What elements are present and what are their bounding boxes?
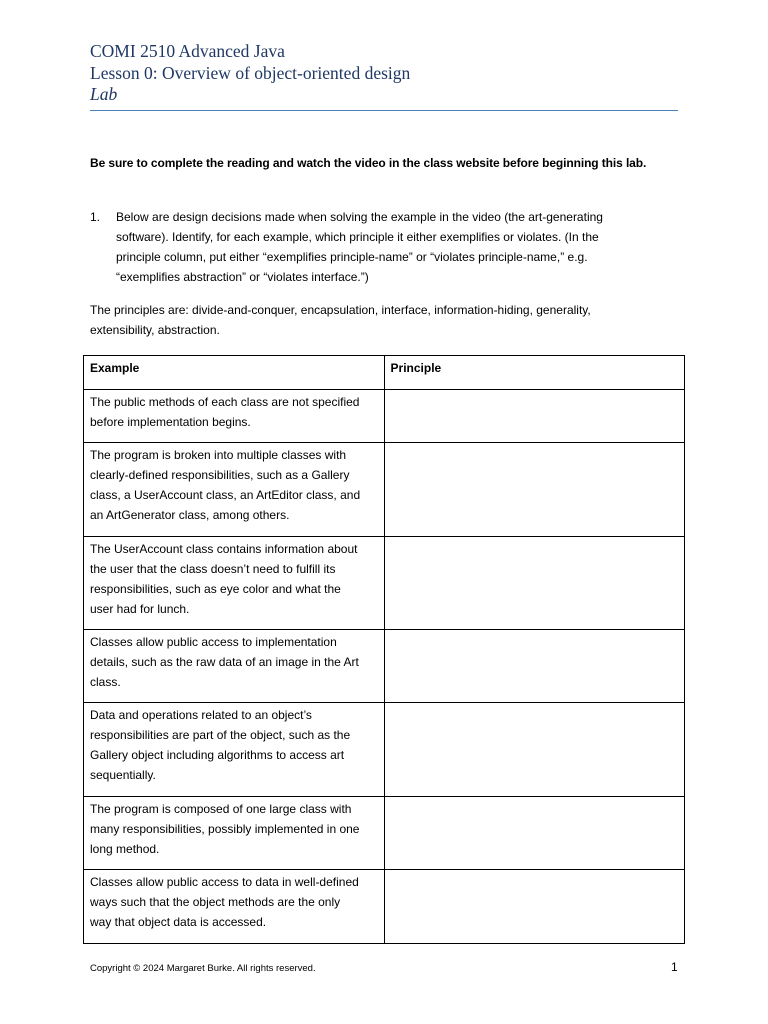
example-line: Gallery object including algorithms to access art xyxy=(90,748,345,762)
question-line: software). Identify, for each example, which principle it either exemplifies or violates. (In the xyxy=(116,230,599,244)
example-cell xyxy=(84,390,385,443)
example-cell xyxy=(84,537,385,630)
page-number: 1 xyxy=(671,960,678,974)
principle-cell[interactable] xyxy=(384,443,684,537)
table-row xyxy=(84,630,685,703)
example-line: The program is composed of one large class with xyxy=(90,802,352,816)
example-cell xyxy=(84,870,385,944)
table-row xyxy=(84,797,685,870)
header-divider xyxy=(90,110,678,111)
course-title: COMI 2510 Advanced Java xyxy=(90,41,285,61)
lab-label: Lab xyxy=(90,84,118,104)
example-cell xyxy=(84,703,385,797)
table-row xyxy=(84,537,685,630)
example-line: long method. xyxy=(90,842,160,856)
principle-cell[interactable] xyxy=(384,537,684,630)
principles-line: extensibility, abstraction. xyxy=(90,323,220,337)
example-line: clearly-defined responsibilities, such as a Gallery xyxy=(90,468,350,482)
lesson-title: Lesson 0: Overview of object-oriented design xyxy=(90,62,411,83)
example-line: ways such that the object methods are the only xyxy=(90,895,341,909)
table-row xyxy=(84,390,685,443)
example-line: class. xyxy=(90,675,121,689)
example-cell xyxy=(84,630,385,703)
example-line: before implementation begins. xyxy=(90,415,251,429)
example-line: The program is broken into multiple classes with xyxy=(90,448,347,462)
principle-cell[interactable] xyxy=(384,797,684,870)
principles-line: The principles are: divide-and-conquer, encapsulation, interface, information-hiding, generality, xyxy=(90,303,591,317)
example-line: The public methods of each class are not specified xyxy=(90,395,360,409)
example-line: way that object data is accessed. xyxy=(90,915,267,929)
example-line: user had for lunch. xyxy=(90,602,190,616)
principle-cell[interactable] xyxy=(384,703,684,797)
example-line: responsibilities are part of the object, such as the xyxy=(90,728,351,742)
header-example: Example xyxy=(84,356,385,390)
question-1 xyxy=(90,207,650,287)
example-line: details, such as the raw data of an image in the Art xyxy=(90,655,359,669)
example-line: responsibilities, such as eye color and what the xyxy=(90,582,341,596)
example-line: Classes allow public access to implementation xyxy=(90,635,337,649)
principle-cell[interactable] xyxy=(384,630,684,703)
example-cell xyxy=(84,443,385,537)
question-text xyxy=(90,207,650,287)
example-line: many responsibilities, possibly implemented in one xyxy=(90,822,360,836)
principles-list xyxy=(90,300,650,340)
question-line: principle column, put either “exemplifies principle-name” or “violates principle-name,” e.g. xyxy=(116,250,588,264)
example-line: Data and operations related to an object’s xyxy=(90,708,312,722)
principle-cell[interactable] xyxy=(384,870,684,944)
intro-instruction: Be sure to complete the reading and watch the video in the class website before beginning this lab. xyxy=(90,156,647,170)
principles-table xyxy=(83,355,685,944)
example-line: sequentially. xyxy=(90,768,156,782)
document-header xyxy=(90,41,678,106)
example-line: an ArtGenerator class, among others. xyxy=(90,508,290,522)
example-line: the user that the class doesn’t need to fulfill its xyxy=(90,562,336,576)
example-line: The UserAccount class contains information about xyxy=(90,542,358,556)
example-line: class, a UserAccount class, an ArtEditor class, and xyxy=(90,488,361,502)
header-principle: Principle xyxy=(384,356,684,390)
table-header-row xyxy=(84,356,685,390)
example-cell xyxy=(84,797,385,870)
example-line: Classes allow public access to data in well-defined xyxy=(90,875,359,889)
question-line: “exemplifies abstraction” or “violates interface.”) xyxy=(116,270,369,284)
principle-cell[interactable] xyxy=(384,390,684,443)
question-line: Below are design decisions made when solving the example in the video (the art-generating xyxy=(116,210,603,224)
footer-copyright: Copyright © 2024 Margaret Burke. All rights reserved. xyxy=(90,963,316,974)
table-row xyxy=(84,703,685,797)
table-row xyxy=(84,870,685,944)
table-row xyxy=(84,443,685,537)
question-number: 1. xyxy=(90,210,101,224)
